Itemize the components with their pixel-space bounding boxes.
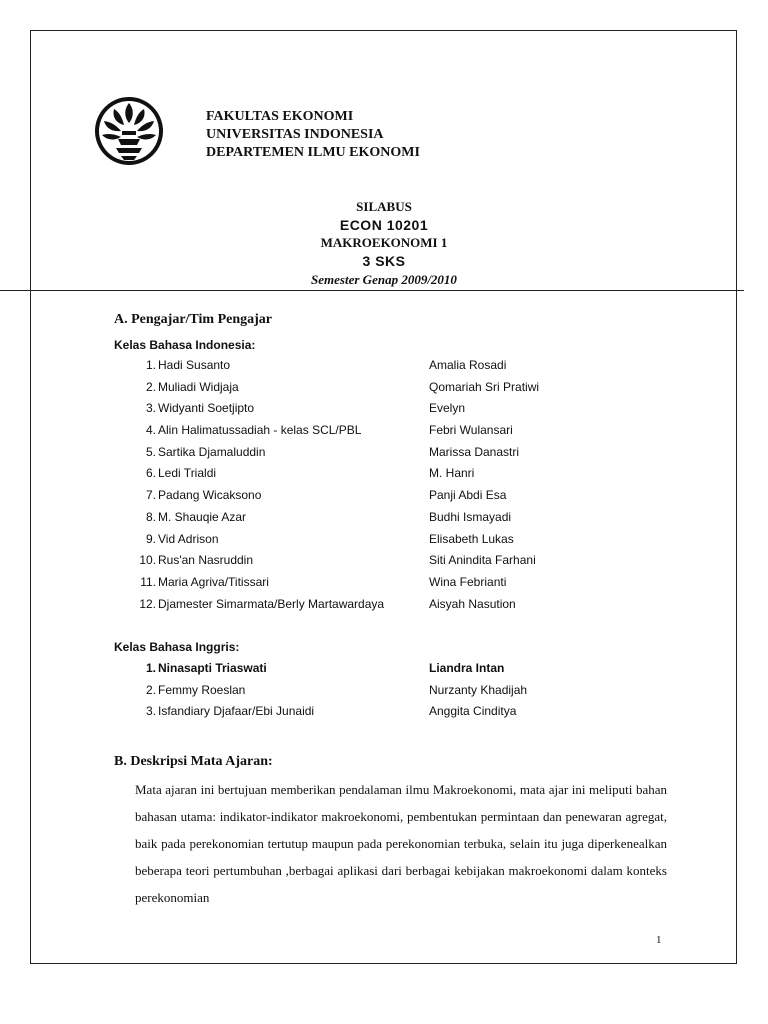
row-number: 3. [145, 704, 156, 719]
syllabus-title-block [0, 198, 768, 290]
lecturer-name: Maria Agriva/Titissari [158, 574, 269, 589]
lecturer-name: Djamester Simarmata/Berly Martawardaya [158, 596, 385, 611]
assistant-name: Evelyn [429, 401, 466, 416]
row-number: 4. [145, 423, 156, 438]
assistant-name: Aisyah Nasution [429, 596, 516, 611]
assistant-name: M. Hanri [429, 466, 475, 481]
assistant-name: Nurzanty Khadijah [429, 682, 528, 697]
row-number: 6. [145, 466, 156, 481]
assistant-name: Panji Abdi Esa [429, 488, 507, 503]
section-b-heading: B. Deskripsi Mata Ajaran: [114, 754, 273, 769]
english-class-heading: Kelas Bahasa Inggris: [114, 640, 240, 654]
course-name: MAKROEKONOMI 1 [320, 235, 448, 250]
row-number: 10. [139, 553, 156, 568]
department-name: DEPARTEMEN ILMU EKONOMI [206, 145, 420, 160]
row-number: 12. [139, 596, 156, 611]
lecturer-name: Isfandiary Djafaar/Ebi Junaidi [158, 704, 315, 719]
assistant-name: Wina Febrianti [429, 574, 507, 589]
row-number: 8. [145, 509, 156, 524]
section-a-heading: A. Pengajar/Tim Pengajar [114, 312, 272, 327]
lecturer-name: Alin Halimatussadiah - kelas SCL/PBL [158, 423, 362, 438]
semester: Semester Genap 2009/2010 [311, 272, 457, 287]
faculty-name: FAKULTAS EKONOMI [206, 109, 354, 124]
assistant-name: Siti Anindita Farhani [429, 553, 536, 568]
doc-type: SILABUS [356, 199, 412, 214]
header-divider [0, 290, 744, 291]
row-number: 1. [145, 358, 156, 372]
row-number: 7. [145, 488, 156, 503]
university-name: UNIVERSITAS INDONESIA [206, 127, 384, 142]
lecturer-name: M. Shauqie Azar [158, 509, 247, 524]
course-code: ECON 10201 [339, 217, 429, 233]
row-number: 1. [145, 661, 156, 675]
lecturer-name: Hadi Susanto [158, 358, 231, 372]
lecturer-name: Ninasapti Triaswati [158, 661, 267, 675]
indonesian-class-heading: Kelas Bahasa Indonesia: [114, 338, 256, 352]
assistant-name: Anggita Cinditya [429, 704, 517, 719]
lecturer-name: Widyanti Soetjipto [158, 401, 255, 416]
row-number: 3. [145, 401, 156, 416]
faculty-header [206, 108, 420, 162]
assistant-name: Qomariah Sri Pratiwi [429, 379, 540, 394]
assistant-name: Marissa Danastri [429, 444, 520, 459]
row-number: 2. [145, 379, 156, 394]
row-number: 2. [145, 682, 156, 697]
lecturer-name: Rus'an Nasruddin [158, 553, 254, 568]
row-number: 9. [145, 531, 156, 546]
lecturer-name: Padang Wicaksono [158, 488, 262, 503]
page-number: 1 [656, 934, 662, 946]
lecturer-name: Ledi Trialdi [158, 466, 217, 481]
lecturer-name: Femmy Roeslan [158, 682, 246, 697]
assistant-name: Budhi Ismayadi [429, 509, 512, 524]
course-credits: 3 SKS [362, 253, 406, 269]
assistant-name: Amalia Rosadi [429, 358, 507, 372]
lecturer-name: Vid Adrison [158, 531, 219, 546]
university-emblem-icon [94, 95, 164, 167]
assistant-name: Febri Wulansari [429, 423, 513, 438]
row-number: 11. [140, 574, 156, 589]
lecturer-name: Muliadi Widjaja [158, 379, 239, 394]
row-number: 5. [145, 444, 156, 459]
course-description: Mata ajaran ini bertujuan memberikan pendalaman ilmu Makroekonomi, mata ajar ini meliputi bahan bahasan utama: indikator-indikator makroekonomi, pembentukan permintaan dan penewaran agregat, baik pada perekonomian tertutup maupun pada perekonomian terbuka, selain itu juga diperkenealkan beberapa teori pertumbuhan ,berbagai aplikasi dari berbagai kebijakan makroekonomi dalam konteks perekonomian [135, 782, 667, 905]
assistant-name: Liandra Intan [429, 661, 505, 675]
assistant-name: Elisabeth Lukas [429, 531, 514, 546]
lecturer-name: Sartika Djamaluddin [158, 444, 266, 459]
